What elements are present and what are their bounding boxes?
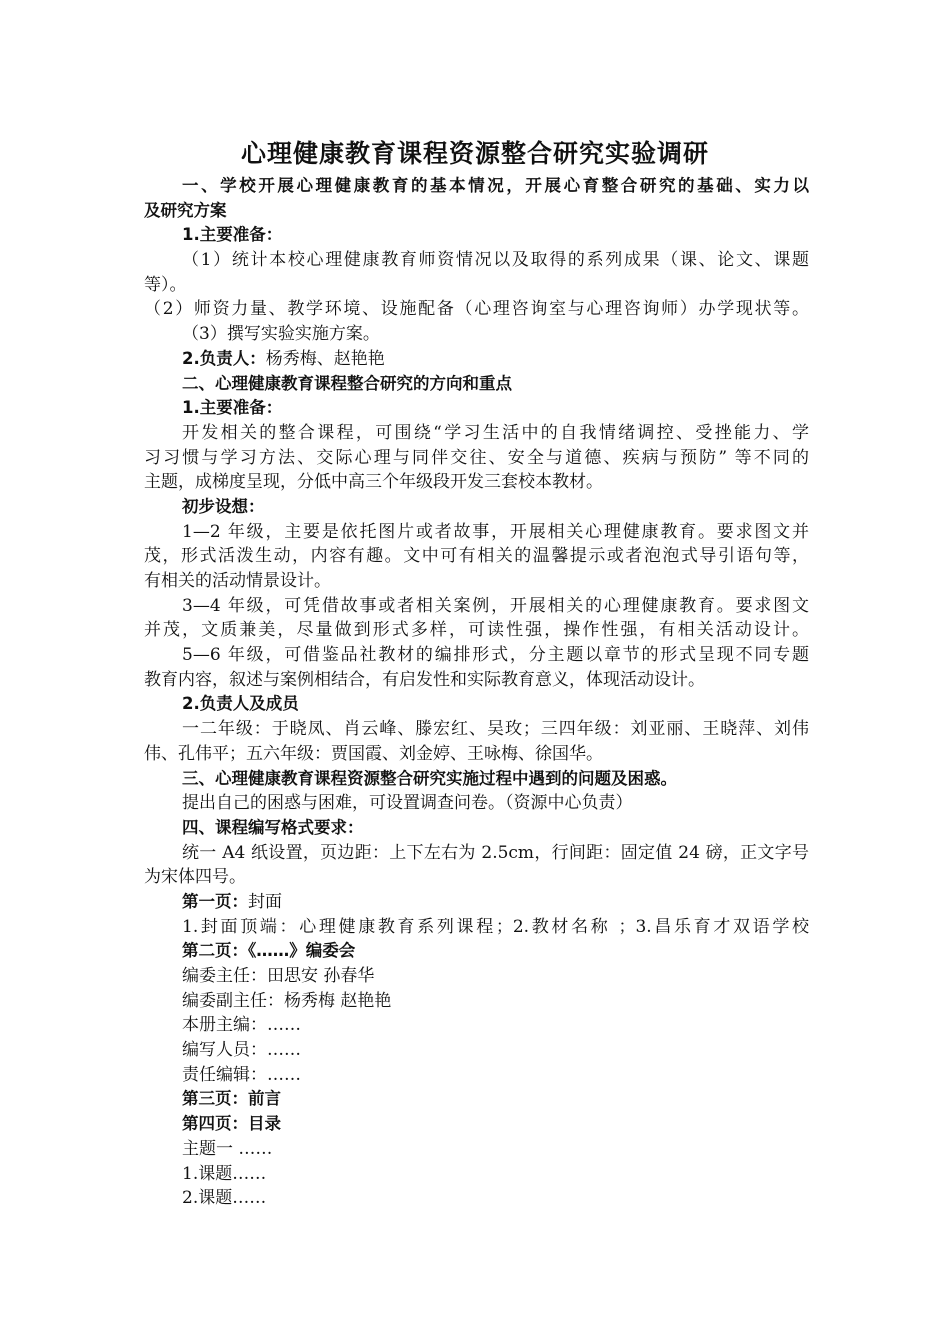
text-line: 第四页：目录 — [182, 1114, 281, 1134]
text-line: 主题一 …… — [182, 1138, 273, 1159]
text-line: （3）撰写实验实施方案。 — [182, 324, 380, 345]
text-line: 习习惯与学习方法、交际心理与同伴交往、安全与道德、疾病与预防” 等不同的 — [144, 447, 809, 468]
text-line: 1.主要准备： — [182, 398, 283, 418]
text-line: 1—2 年级，主要是依托图片或者故事，开展相关心理健康教育。要求图文并 — [182, 521, 809, 542]
document-body — [144, 174, 809, 1211]
text-line: 初步设想： — [182, 496, 265, 516]
text-line: 统一 A4 纸设置，页边距：上下左右为 2.5cm，行间距：固定值 24 磅，正文字号 — [182, 842, 809, 863]
text-line: 第三页：前言 — [182, 1089, 281, 1109]
text-line — [144, 890, 809, 915]
text-line: 编写人员：…… — [182, 1040, 301, 1061]
text-line: 二、心理健康教育课程整合研究的方向和重点 — [182, 373, 512, 393]
text-line — [144, 347, 809, 372]
text-line: 1.课题…… — [182, 1163, 267, 1184]
text-line: 提出自己的困惑与困难，可设置调查问卷。（资源中心负责） — [182, 793, 633, 814]
document-title: 心理健康教育课程资源整合研究实验调研 — [240, 139, 709, 168]
text-line: 茂，形式活泼生动，内容有趣。文中可有相关的温馨提示或者泡泡式导引语句等， — [144, 546, 809, 567]
text-line: 5—6 年级，可借鉴品社教材的编排形式，分主题以章节的形式呈现不同专题 — [182, 645, 809, 666]
text-line: 2.负责人及成员 — [182, 694, 299, 714]
text-line: 伟、孔伟平；五六年级：贾国霞、刘金婷、王咏梅、徐国华。 — [144, 743, 603, 764]
text-line: 教育内容，叙述与案例相结合，有启发性和实际教育意义，体现活动设计。 — [144, 669, 705, 690]
text-line: （2）师资力量、教学环境、设施配备（心理咨询室与心理咨询师）办学现状等。 — [144, 299, 809, 320]
text-line: 3—4 年级，可凭借故事或者相关案例，开展相关的心理健康教育。要求图文 — [182, 595, 809, 616]
line-label: 2.负责人： — [182, 348, 266, 368]
text-line: 及研究方案 — [144, 200, 227, 220]
line-value: 杨秀梅、赵艳艳 — [265, 348, 385, 369]
line-value: 封面 — [248, 891, 282, 912]
text-line: 2.课题…… — [182, 1188, 267, 1209]
text-line: 三、心理健康教育课程资源整合研究实施过程中遇到的问题及困惑。 — [182, 768, 677, 788]
line-label: 第一页： — [182, 891, 248, 911]
text-line: 本册主编：…… — [182, 1015, 301, 1036]
text-line: 1.主要准备： — [182, 225, 283, 245]
text-line: 一、学校开展心理健康教育的基本情况，开展心育整合研究的基础、实力以 — [182, 176, 809, 195]
text-line: 编委副主任：杨秀梅 赵艳艳 — [182, 990, 392, 1011]
text-line: 有相关的活动情景设计。 — [144, 571, 331, 591]
text-line: 开发相关的整合课程，可围绕“学习生活中的自我情绪调控、受挫能力、学 — [182, 422, 809, 443]
text-line: 1.封面顶端：心理健康教育系列课程；2.教材名称 ；3.昌乐育才双语学校 — [182, 916, 809, 937]
text-line: 并茂，文质兼美，尽量做到形式多样，可读性强，操作性强，有相关活动设计。 — [144, 620, 809, 641]
text-line: 第二页：《……》编委会 — [182, 941, 356, 961]
text-line: 责任编辑：…… — [182, 1064, 301, 1085]
text-line: （1）统计本校心理健康教育师资情况以及取得的系列成果（课、论文、课题 — [182, 250, 809, 271]
text-line: 一二年级：于晓凤、肖云峰、滕宏红、吴玫；三四年级：刘亚丽、王晓萍、刘伟 — [182, 719, 809, 740]
text-line: 等）。 — [144, 274, 187, 295]
text-line: 四、课程编写格式要求： — [182, 817, 364, 837]
text-line: 为宋体四号。 — [144, 867, 246, 888]
text-line: 主题，成梯度呈现，分低中高三个年级段开发三套校本教材。 — [144, 472, 603, 493]
text-line: 编委主任：田思安 孙春华 — [182, 966, 375, 986]
